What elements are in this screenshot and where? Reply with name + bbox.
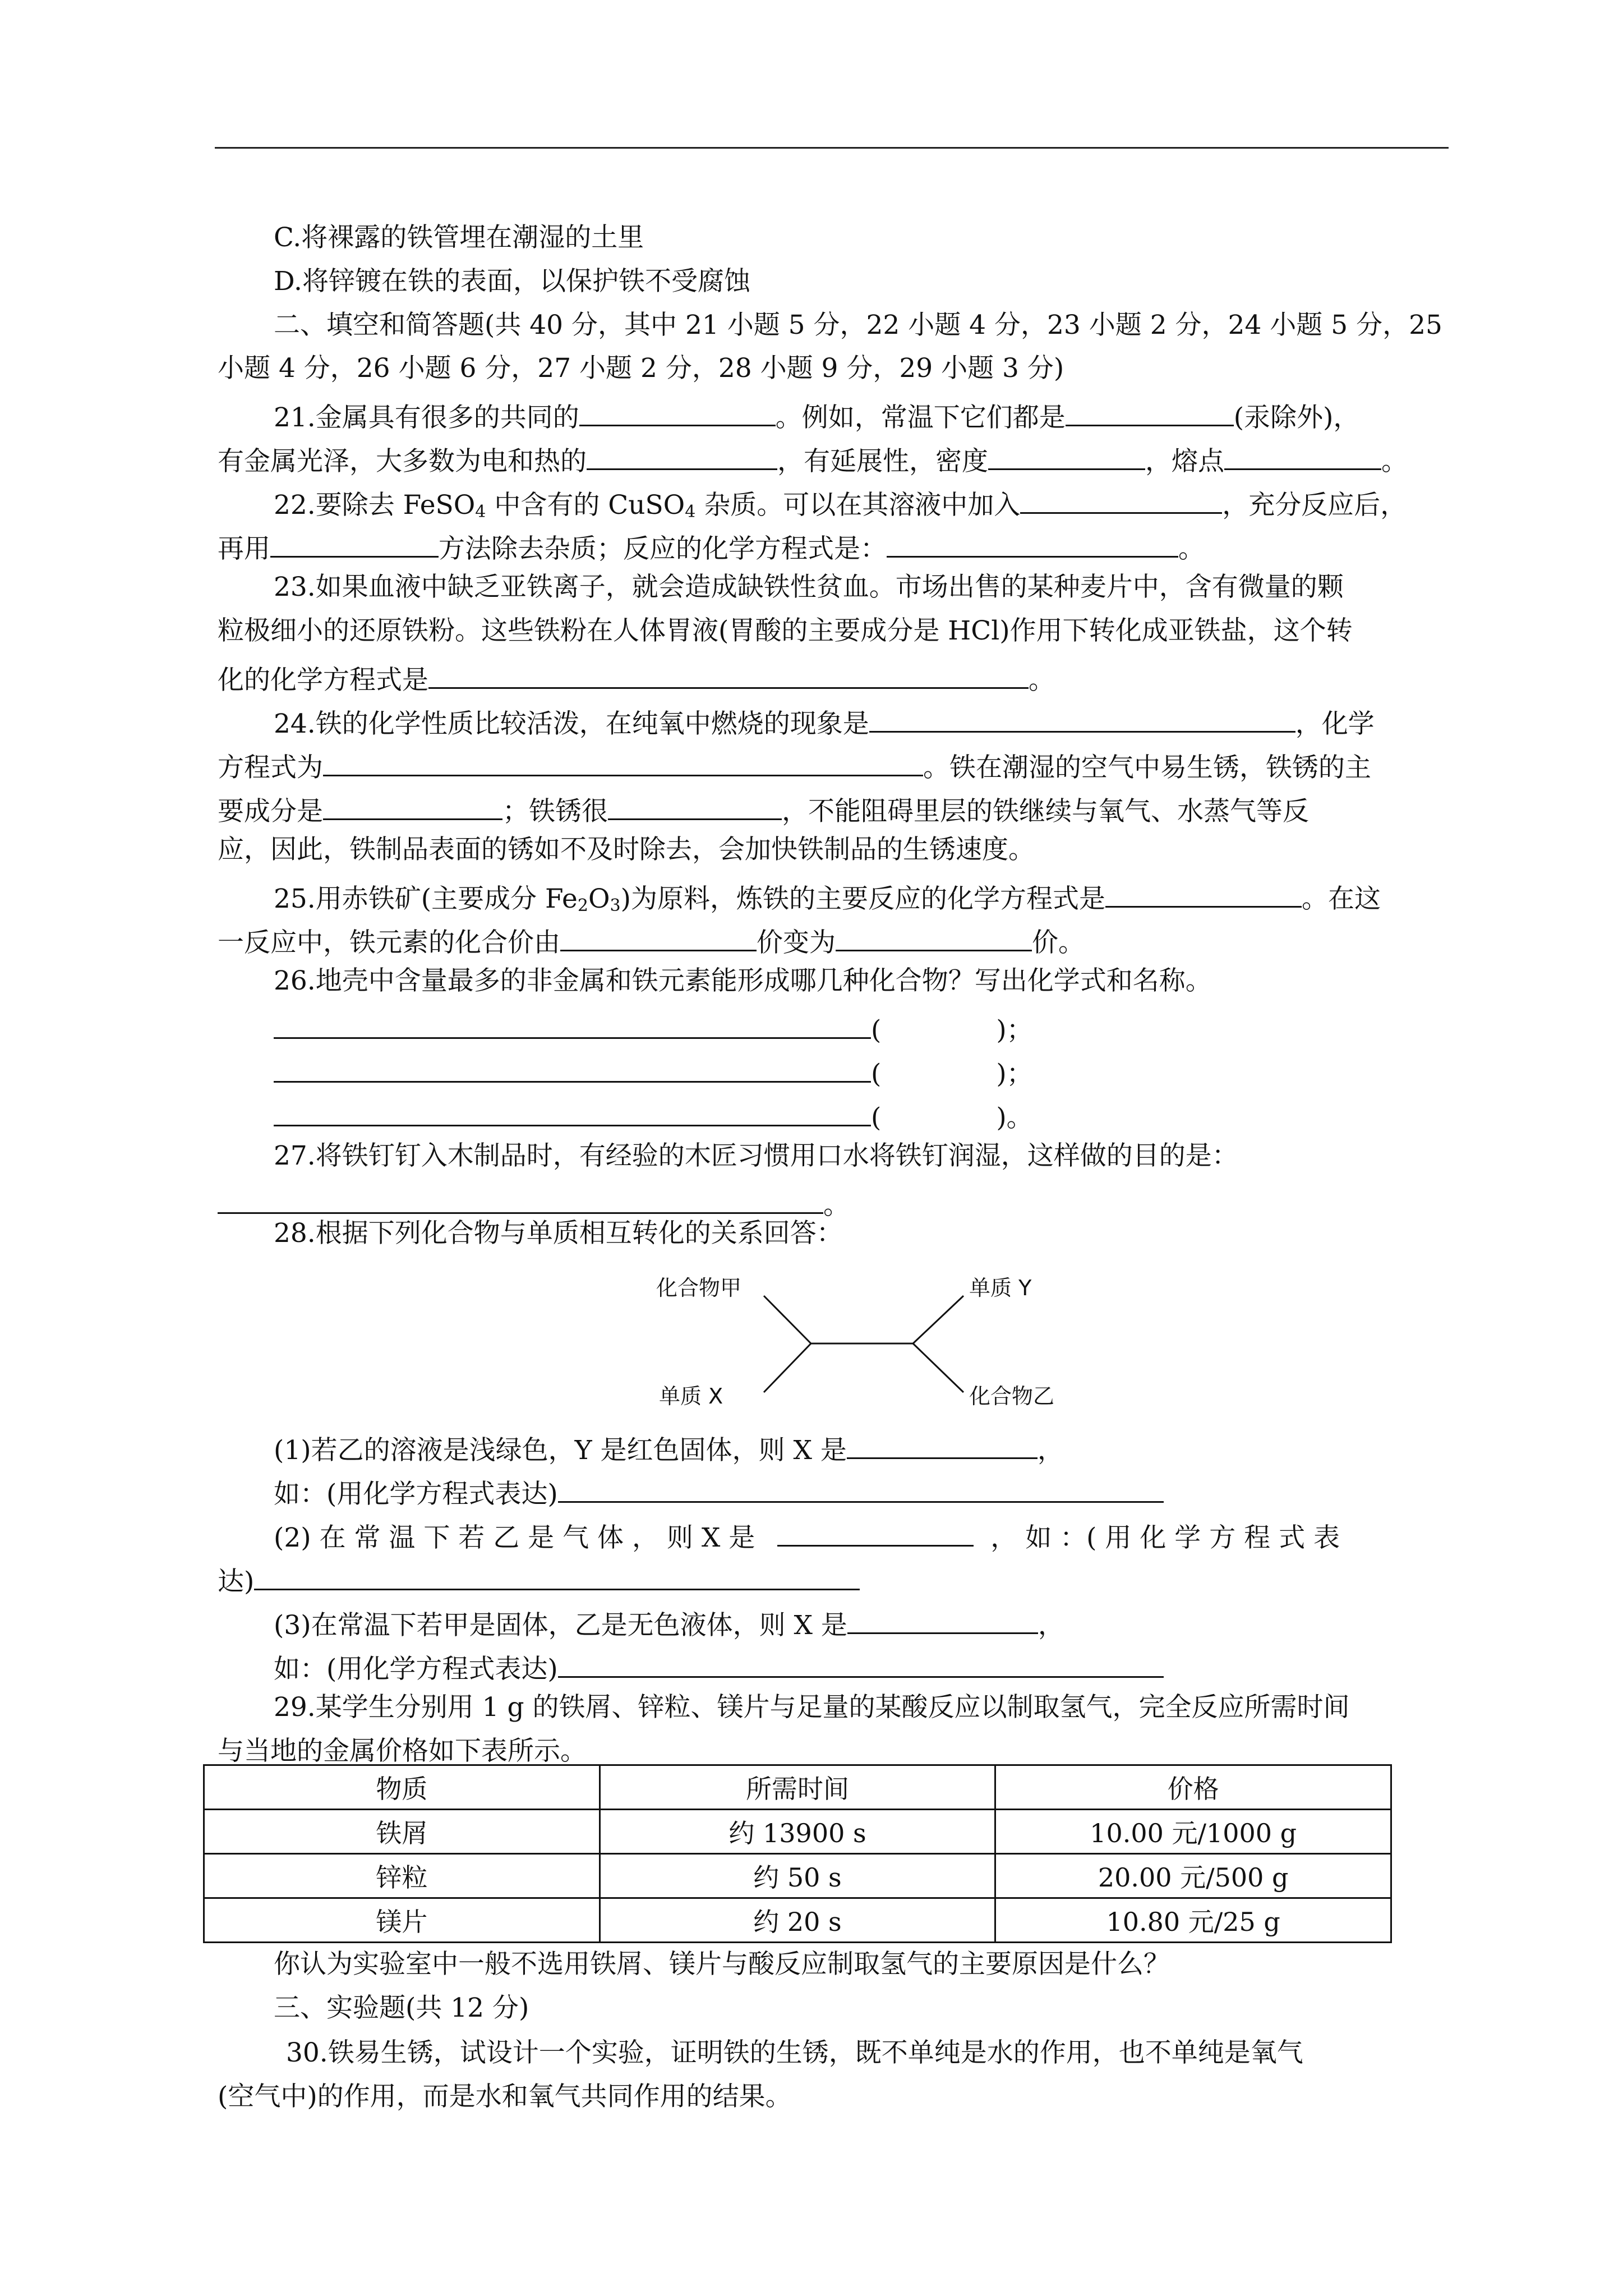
table-cell: 约 20 s [600,1898,995,1943]
q21-blank-4[interactable] [988,443,1145,470]
q23-line1: 23.如果血液中缺乏亚铁离子，就会造成缺铁性贫血。市场出售的某种麦片中，含有微量的颗 [274,572,1344,602]
q28-part3-line1: (3)在常温下若甲是固体，乙是无色液体，则 X 是 ， [274,1607,1064,1639]
q24-line4: 应，因此，铁制品表面的锈如不及时除去，会加快铁制品的生锈速度。 [218,834,1035,865]
q27-blank[interactable] [218,1186,823,1214]
q21-line2: 有金属光泽，大多数为电和热的 ，有延展性，密度 ，熔点 。 [218,443,1408,475]
q26-question: 26.地壳中含量最多的非金属和铁元素能形成哪几种化合物？写出化学式和名称。 [274,965,1212,996]
table-cell: 10.00 元/1000 g [995,1810,1391,1854]
q28-blank-4[interactable] [254,1563,860,1590]
q30-line1: 30.铁易生锈，试设计一个实验，证明铁的生锈，既不单纯是水的作用，也不单纯是氧气 [286,2037,1303,2068]
q29-line1: 29.某学生分别用 1 g 的铁屑、锌粒、镁片与足量的某酸反应以制取氢气，完全反应所需时间 [274,1692,1350,1723]
table-row [204,1810,1391,1854]
q25-line1: 25.用赤铁矿(主要成分 $Fe_2O_3$)为原料，炼铁的主要反应的化学方程式是 。在这 [274,880,1381,912]
q23-blank[interactable] [428,661,1029,689]
q24-blank-4[interactable] [608,793,782,820]
q28-part2-line1: (2) 在 常 温 下 若 乙 是 气 体 ， 则 X 是 ， 如 ：( 用 化 学 方 程 式 表 [274,1519,1340,1551]
option-c: C.将裸露的铁管埋在潮湿的土里 [274,222,644,253]
q25-blank-1[interactable] [1105,880,1302,908]
option-d: D.将锌镀在铁的表面，以保护铁不受腐蚀 [274,266,750,297]
q26-answer-3: ( )。 [274,1099,1033,1131]
section2-heading-line2: 小题 4 分，26 小题 6 分，27 小题 2 分，28 小题 9 分，29 小题 3 分) [218,353,1064,384]
q23-line2: 粒极细小的还原铁粉。这些铁粉在人体胃液(胃酸的主要成分是 HCl)作用下转化成亚铁盐，这个转 [218,615,1353,646]
table-cell: 10.80 元/25 g [995,1898,1391,1943]
q24-blank-3[interactable] [323,793,502,820]
q25-blank-2[interactable] [560,924,757,951]
table-cell: 20.00 元/500 g [995,1854,1391,1898]
q29-followup: 你认为实验室中一般不选用铁屑、镁片与酸反应制取氢气的主要原因是什么？ [274,1949,1170,1980]
table-header-cell: 价格 [995,1765,1391,1810]
q22-blank-1[interactable] [1020,486,1222,514]
diagram-element-x: 单质 X [659,1384,723,1409]
q24-blank-1[interactable] [869,705,1295,733]
q28-blank-2[interactable] [558,1475,1164,1503]
q21-blank-5[interactable] [1224,443,1381,470]
q27-line1: 27.将铁钉钉入木制品时，有经验的木匠习惯用口水将铁钉润湿，这样做的目的是： [274,1140,1238,1171]
q22-blank-3[interactable] [887,530,1178,558]
table-header-cell: 物质 [204,1765,600,1810]
q28-part2-line2: 达) [218,1563,860,1595]
table-cell: 约 50 s [600,1854,995,1898]
q28-part3-line2: 如：(用化学方程式表达) [274,1650,1164,1682]
q22-blank-2[interactable] [270,530,439,558]
table-cell: 锌粒 [204,1854,600,1898]
q25-blank-3[interactable] [836,924,1032,951]
q26-answer-1: ( )； [274,1011,1033,1043]
q27-line2: 。 [218,1186,850,1218]
q26-blank-2[interactable] [274,1055,871,1083]
q21-blank-2[interactable] [1066,399,1234,426]
table-header-row [204,1765,1391,1810]
q28-part1-line1: (1)若乙的溶液是浅绿色，Y 是红色固体，则 X 是 ， [274,1432,1064,1464]
table-row [204,1898,1391,1943]
diagram-element-y: 单质 Y [969,1276,1032,1300]
metal-price-table [203,1764,1392,1943]
q24-line3: 要成分是 ；铁锈很 ，不能阻碍里层的铁继续与氧气、水蒸气等反 [218,793,1309,825]
q28-blank-3[interactable] [777,1519,974,1547]
table-cell: 约 13900 s [600,1810,995,1854]
section3-heading: 三、实验题(共 12 分) [274,1993,529,2023]
q21-blank-1[interactable] [579,399,776,426]
table-cell: 镁片 [204,1898,600,1943]
header-rule [215,147,1449,149]
q23-line3: 化的化学方程式是 。 [218,661,1055,693]
q21-line1: 21.金属具有很多的共同的 。例如，常温下它们都是 (汞除外)， [274,399,1359,431]
conversion-diagram [639,1245,1088,1425]
q26-blank-1[interactable] [274,1011,871,1039]
q28-blank-5[interactable] [847,1607,1038,1634]
table-row [204,1854,1391,1898]
q28-blank-6[interactable] [558,1650,1164,1678]
q28-question: 28.根据下列化合物与单质相互转化的关系回答： [274,1218,843,1249]
q22-line1: 22.要除去 FeSO$_4$ 中含有的 CuSO$_4$ 杂质。可以在其溶液中加入 ，充分反应后， [274,486,1407,518]
q29-line2: 与当地的金属价格如下表所示。 [218,1736,587,1766]
q24-line1: 24.铁的化学性质比较活泼，在纯氧中燃烧的现象是 ，化学 [274,705,1375,737]
diagram-compound-a: 化合物甲 [656,1276,742,1300]
table-cell: 铁屑 [204,1810,600,1854]
section2-heading-line1: 二、填空和简答题(共 40 分，其中 21 小题 5 分，22 小题 4 分，23 小题 2 分，24 小题 5 分，25 [274,310,1442,341]
q26-blank-3[interactable] [274,1099,871,1126]
q28-part1-line2: 如：(用化学方程式表达) [274,1475,1164,1507]
q24-line2: 方程式为 。铁在潮湿的空气中易生锈，铁锈的主 [218,749,1371,781]
q22-line2: 再用 方法除去杂质；反应的化学方程式是： 。 [218,530,1205,562]
q28-blank-1[interactable] [847,1432,1038,1459]
q21-blank-3[interactable] [587,443,777,470]
table-header-cell: 所需时间 [600,1765,995,1810]
diagram-compound-b: 化合物乙 [969,1384,1055,1409]
q24-blank-2[interactable] [323,749,923,776]
q30-line2: (空气中)的作用，而是水和氧气共同作用的结果。 [218,2081,792,2112]
q26-answer-2: ( )； [274,1055,1033,1087]
q25-line2: 一反应中，铁元素的化合价由 价变为 价。 [218,924,1085,956]
